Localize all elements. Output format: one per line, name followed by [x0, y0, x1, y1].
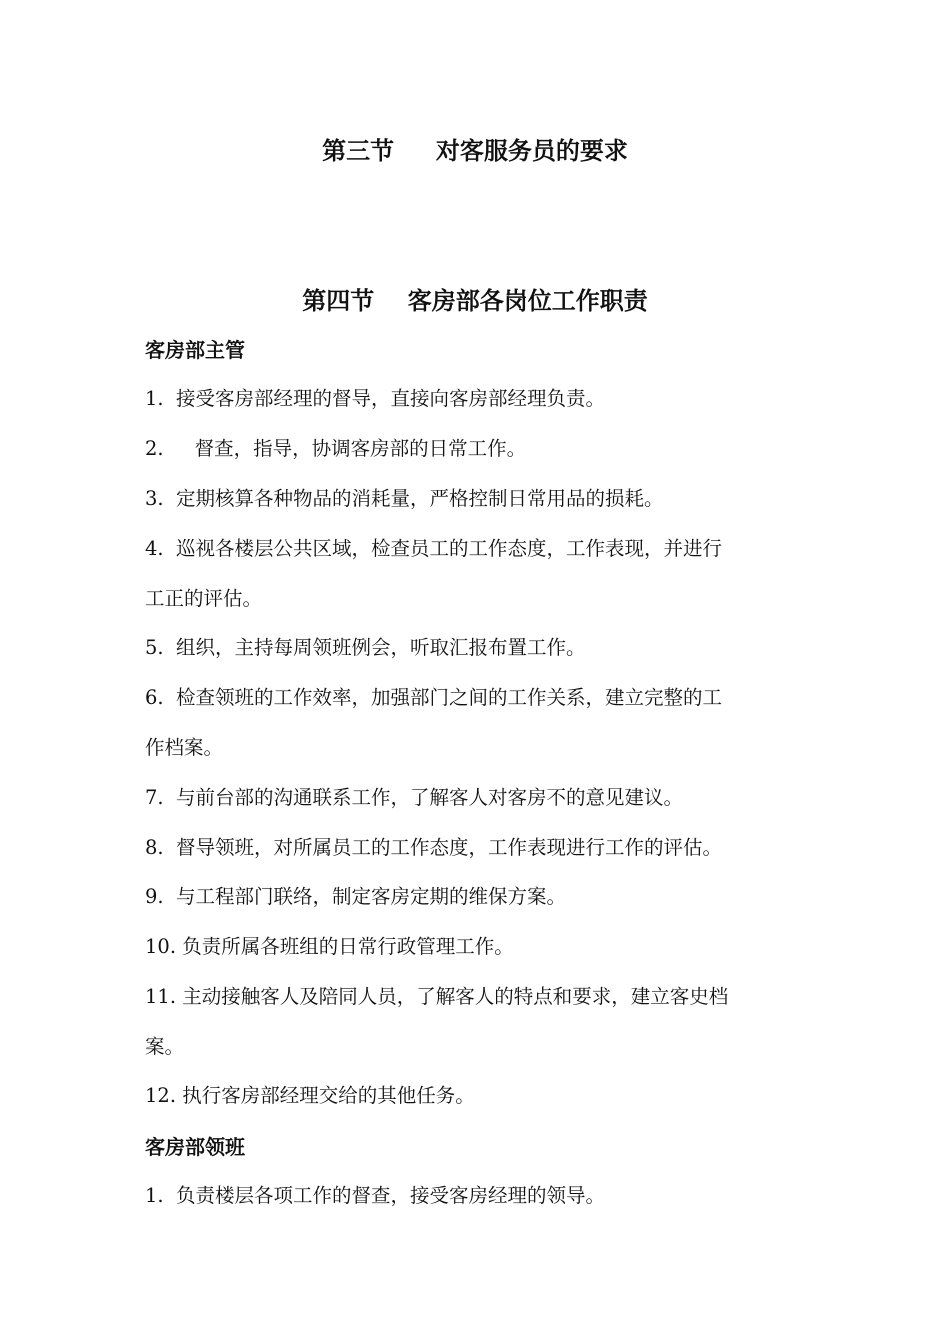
supervisor-line: 案。: [145, 1035, 185, 1058]
supervisor-line: 8. 督导领班，对所属员工的工作态度，工作表现进行工作的评估。: [145, 836, 723, 859]
supervisor-line: 工正的评估。: [145, 587, 263, 610]
section3-title: 第三节 对客服务员的要求: [322, 137, 628, 165]
supervisor-line: 10. 负责所属各班组的日常行政管理工作。: [145, 935, 514, 958]
foreman-line: 1. 负责楼层各项工作的督查，接受客房经理的领导。: [145, 1184, 606, 1207]
supervisor-line: 7. 与前台部的沟通联系工作，了解客人对客房不的意见建议。: [145, 786, 684, 809]
supervisor-line: 1. 接受客房部经理的督导，直接向客房部经理负责。: [145, 387, 606, 410]
supervisor-line: 4. 巡视各楼层公共区域，检查员工的工作态度，工作表现，并进行: [145, 537, 723, 560]
supervisor-line: 3. 定期核算各种物品的消耗量，严格控制日常用品的损耗。: [145, 487, 664, 510]
supervisor-line: 6. 检查领班的工作效率，加强部门之间的工作关系，建立完整的工: [145, 686, 723, 709]
section4-title: 第四节 客房部各岗位工作职责: [302, 287, 648, 315]
foreman-heading: 客房部领班: [145, 1135, 245, 1159]
supervisor-line: 9. 与工程部门联络，制定客房定期的维保方案。: [145, 885, 567, 908]
supervisor-line: 2. 督查，指导，协调客房部的日常工作。: [145, 437, 527, 460]
supervisor-line: 12. 执行客房部经理交给的其他任务。: [145, 1084, 475, 1107]
supervisor-line: 作档案。: [145, 736, 224, 759]
supervisor-heading: 客房部主管: [145, 338, 245, 362]
supervisor-line: 11. 主动接触客人及陪同人员，了解客人的特点和要求，建立客史档: [145, 985, 729, 1008]
supervisor-line: 5. 组织，主持每周领班例会，听取汇报布置工作。: [145, 636, 586, 659]
